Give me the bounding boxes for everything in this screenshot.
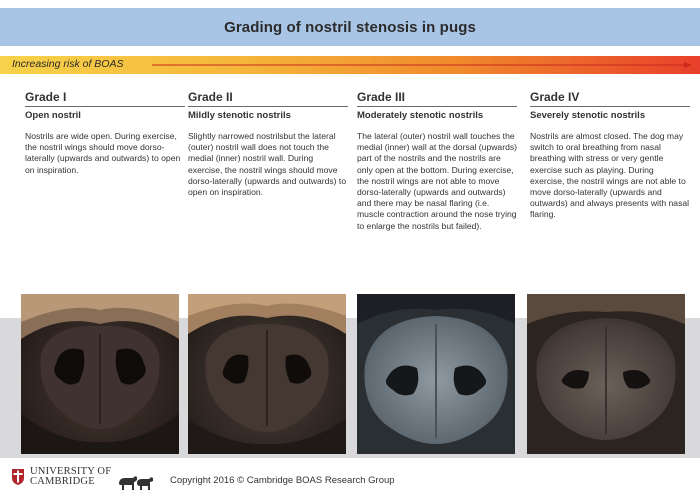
grade-title: Grade III [357,90,406,104]
grade-subtitle: Moderately stenotic nostrils [357,110,484,121]
grade-column-3 [357,90,518,232]
copyright-text: Copyright 2016 © Cambridge BOAS Research Group [170,475,395,486]
cambridge-crest-icon [12,469,24,485]
grade-column-1 [25,90,183,176]
nose-photo-grade-2 [188,294,346,454]
risk-label: Increasing risk of BOAS [12,58,124,70]
grade-title: Grade II [188,90,233,104]
grade-description: Slightly narrowed nostrilsbut the lateral (outer) nostril wall does not touch the medial (inner) nostril wall. During exercise, the nostril wings should move dorso-laterally (upwards and outwards) to open on inspiration. [188,131,347,198]
page-title: Grading of nostril stenosis in pugs [224,18,476,36]
university-logo [12,467,111,487]
grade-divider [530,106,690,107]
grade-column-4 [530,90,688,221]
nose-photo-grade-4 [527,294,685,454]
grade-subtitle: Open nostril [25,110,81,121]
nose-photo-grade-3 [357,294,515,454]
grade-subtitle: Severely stenotic nostrils [530,110,646,121]
risk-arrow-icon [152,56,692,74]
grade-description: Nostrils are wide open. During exercise, the nostril wings should move dorso-laterally (upwards and outwards) to open on inspiration. [25,131,181,175]
risk-gradient-bar [0,56,700,74]
nose-photo-grade-1 [21,294,179,454]
title-band [0,8,700,46]
grade-subtitle: Mildly stenotic nostrils [188,110,291,121]
grade-divider [25,106,185,107]
grade-description: Nostrils are almost closed. The dog may switch to oral breathing from nasal breathing with stress or very gentle exercise such as playing. During exercise, the nostril wings are not able to move dorso-laterally (upwards and outwards) and always presents with nasal flaring. [530,131,690,220]
grade-divider [357,106,517,107]
grade-column-2 [188,90,346,198]
university-line-1: UNIVERSITY OF [30,466,112,477]
university-line-2: CAMBRIDGE [30,476,95,487]
grade-title: Grade IV [530,90,580,104]
dogs-logo-icon [117,470,157,492]
grade-title: Grade I [25,90,67,104]
grade-divider [188,106,348,107]
grade-description: The lateral (outer) nostril wall touches the medial (inner) wall at the dorsal (upwards) part of the nostrils and the nostrils are only open at the bottom. During exercise, the nostril wings are not able to move dorso-laterally (upwards and outwards) and there may be nasal flaring (i.e. muscle contraction around the nose trying to enlarge the nostrils but failed). [357,131,518,231]
university-wordmark [30,467,111,487]
